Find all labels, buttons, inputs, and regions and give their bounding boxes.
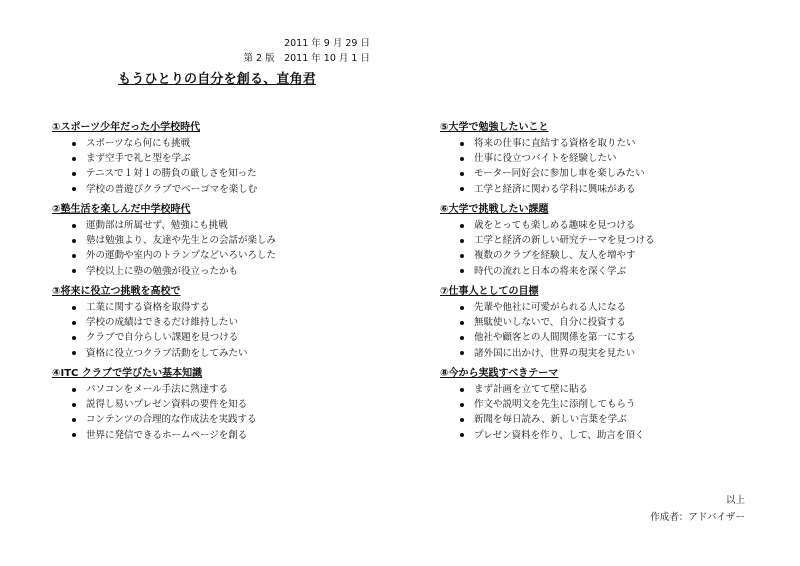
list-item: スポーツなら何にも挑戦 [86, 136, 372, 151]
section-heading: ①スポーツ少年だった小学校時代 [52, 122, 201, 133]
list-item: 将来の仕事に直結する資格を取りたい [474, 136, 760, 151]
creation-date: 2011 年 9 月 29 日 [284, 38, 370, 49]
bullet-list [52, 218, 372, 279]
list-item: 工学と経済の新しい研究テーマを見つける [474, 233, 760, 248]
section-heading: ⑤大学で勉強したいこと [440, 122, 549, 133]
section-heading: ②塾生活を楽しんだ中学校時代 [52, 204, 191, 215]
list-item: 諸外国に出かけ、世界の現実を見たい [474, 346, 760, 361]
section-heading: ⑦仕事人としての目標 [440, 286, 539, 297]
section-2 [52, 202, 372, 284]
list-item: 新聞を毎日読み、新しい言葉を学ぶ [474, 412, 760, 427]
bullet-list [440, 136, 760, 197]
section-5 [440, 120, 760, 202]
list-item: 工業に関する資格を取得する [86, 300, 372, 315]
list-item: 工学と経済に関わる学科に興味がある [474, 182, 760, 197]
list-item: 時代の流れと日本の将来を深く学ぶ [474, 264, 760, 279]
list-item: 無駄使いしないで、自分に投資する [474, 315, 760, 330]
list-item: 学校以上に塾の勉強が役立ったかも [86, 264, 372, 279]
section-3 [52, 284, 372, 366]
list-item: コンテンツの合理的な作成法を実践する [86, 412, 372, 427]
closing-mark: 以上 [725, 495, 745, 506]
bullet-list [440, 382, 760, 443]
list-item: 資格に役立つクラブ活動をしてみたい [86, 346, 372, 361]
bullet-list [52, 136, 372, 197]
list-item: 塾は勉強より、友達や先生との会話が楽しみ [86, 233, 372, 248]
list-item: クラブで自分らしい課題を見つける [86, 330, 372, 345]
list-item: テニスで１対１の勝負の厳しさを知った [86, 166, 372, 181]
left-column [52, 120, 372, 448]
list-item: 歳をとっても楽しめる趣味を見つける [474, 218, 760, 233]
section-4 [52, 366, 372, 448]
bullet-list [440, 218, 760, 279]
section-1 [52, 120, 372, 202]
author-line: 作成者：アドバイザー [650, 512, 745, 523]
document-title: もうひとりの自分を創る、直角君 [118, 72, 317, 87]
section-8 [440, 366, 760, 448]
section-6 [440, 202, 760, 284]
section-heading: ⑥大学で挑戦したい課題 [440, 204, 549, 215]
section-heading: ⑧今から実践すべきテーマ [440, 368, 559, 379]
bullet-list [52, 300, 372, 361]
list-item: 複数のクラブを経験し、友人を増やす [474, 248, 760, 263]
list-item: パソコンをメール手法に熟達する [86, 382, 372, 397]
list-item: 仕事に役立つバイトを経験したい [474, 151, 760, 166]
right-column [440, 120, 760, 448]
list-item: まず空手で礼と型を学ぶ [86, 151, 372, 166]
date-block [230, 36, 370, 66]
revision-date: 第 2 版 2011 年 10 月 1 日 [243, 53, 370, 64]
list-item: 外の運動や室内のトランプなどいろいろした [86, 248, 372, 263]
list-item: 世界に発信できるホームページを創る [86, 428, 372, 443]
list-item: 先輩や他社に可愛がられる人になる [474, 300, 760, 315]
list-item: まず計画を立てて壁に貼る [474, 382, 760, 397]
section-heading: ④ITC クラブで学びたい基本知識 [52, 368, 203, 379]
list-item: 作文や説明文を先生に添削してもらう [474, 397, 760, 412]
bullet-list [52, 382, 372, 443]
list-item: 説得し易いプレゼン資料の要件を知る [86, 397, 372, 412]
list-item: 学校の普遊びクラブでベーゴマを楽しむ [86, 182, 372, 197]
section-heading: ③将来に役立つ挑戦を高校で [52, 286, 181, 297]
section-7 [440, 284, 760, 366]
list-item: 他社や顧客との人間関係を第一にする [474, 330, 760, 345]
bullet-list [440, 300, 760, 361]
list-item: モーター同好会に参加し車を楽しみたい [474, 166, 760, 181]
list-item: プレゼン資料を作り、して、助言を頂く [474, 428, 760, 443]
list-item: 運動部は所属せず、勉強にも挑戦 [86, 218, 372, 233]
list-item: 学校の成績はできるだけ維持したい [86, 315, 372, 330]
